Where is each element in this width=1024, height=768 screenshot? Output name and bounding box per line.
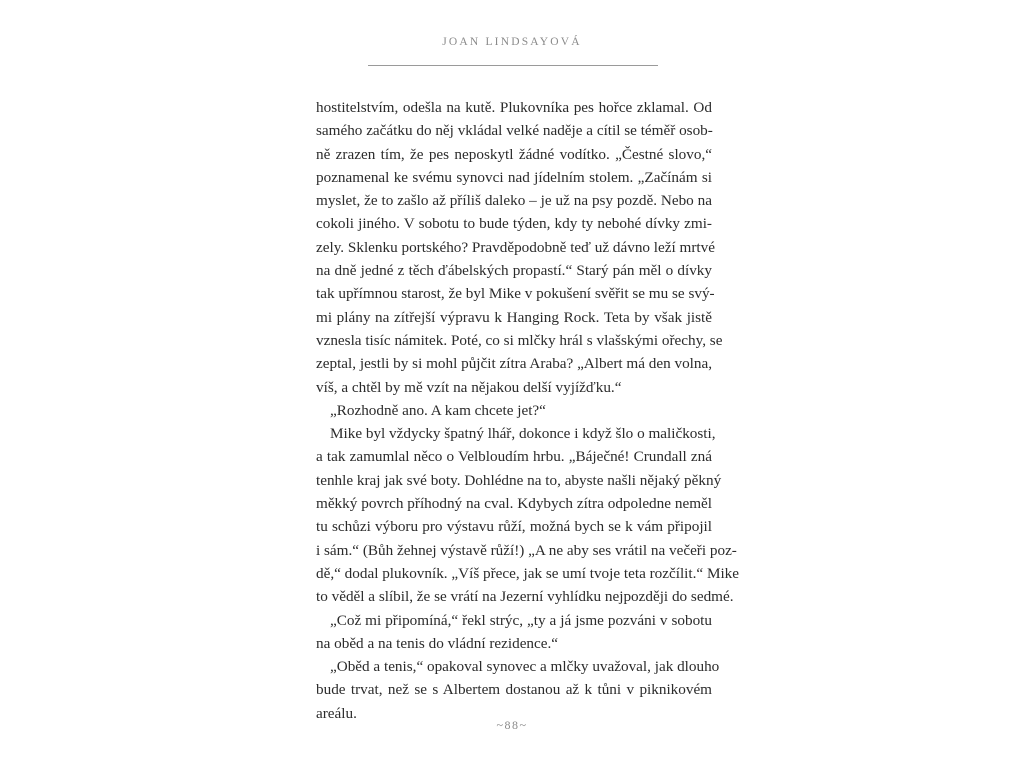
text-line: měkký povrch příhodný na cval. Kdybych zítra odpoledne neměl xyxy=(316,495,712,513)
page-number: ~88~ xyxy=(496,718,528,732)
text-line: dě,“ dodal plukovník. „Víš přece, jak se umí tvoje teta rozčílit.“ Mike xyxy=(316,564,740,582)
text-line: poznamenal ke svému synovci nad jídelním stolem. „Začínám si xyxy=(316,168,712,186)
text-line: bude trvat, než se s Albertem dostanou až k tůni v piknikovém xyxy=(316,681,712,699)
text-line: myslet, že to zašlo až příliš daleko – je už na psy pozdě. Nebo na xyxy=(316,192,712,210)
text-line: „Což mi připomíná,“ řekl strýc, „ty a já jsme pozváni v sobotu xyxy=(330,611,712,629)
text-line: cokoli jiného. V sobotu to bude týden, kdy ty nebohé dívky zmi- xyxy=(316,215,712,233)
text-line: víš, a chtěl by mě vzít na nějakou delší vyjížďku.“ xyxy=(316,378,622,396)
text-line: areálu. xyxy=(316,704,357,722)
text-line: na oběd a na tenis do vládní rezidence.“ xyxy=(316,634,559,652)
text-line: tu schůzi výboru pro výstavu růží, možná bych se k vám připojil xyxy=(316,518,712,536)
header-rule xyxy=(368,65,658,66)
text-line: hostitelstvím, odešla na kutě. Plukovníka pes hořce zklamal. Od xyxy=(316,99,712,116)
text-line: vznesla tisíc námitek. Poté, co si mlčky hrál s vlašskými ořechy, se xyxy=(316,331,723,349)
text-line: „Oběd a tenis,“ opakoval synovec a mlčky uvažoval, jak dlouho xyxy=(330,658,720,676)
text-line: „Rozhodně ano. A kam chcete jet?“ xyxy=(330,401,546,419)
body-text xyxy=(316,96,740,725)
text-line: tenhle kraj jak své boty. Dohlédne na to, abyste našli nějaký pěkný xyxy=(316,471,722,489)
text-line: a tak zamumlal něco o Velbloudím hrbu. „Báječné! Crundall zná xyxy=(316,448,712,466)
text-line: tak upřímnou starost, že byl Mike v pokušení svěřit se mu se svý- xyxy=(316,285,715,303)
text-line: Mike byl vždycky špatný lhář, dokonce i když šlo o maličkosti, xyxy=(330,425,716,443)
text-line: ně zrazen tím, že pes neposkytl žádné vodítko. „Čestné slovo,“ xyxy=(316,145,712,163)
text-line: i sám.“ (Bůh žehnej výstavě růží!) „A ne aby ses vrátil na večeři poz- xyxy=(316,541,737,559)
text-line: to věděl a slíbil, že se vrátí na Jezerní vyhlídku nejpozději do sedmé. xyxy=(316,588,734,606)
text-line: na dně jedné z těch ďábelských propastí.“ Starý pán měl o dívky xyxy=(316,262,712,280)
text-line: zeptal, jestli by si mohl půjčit zítra Araba? „Albert má den volna, xyxy=(316,355,713,373)
text-line: zely. Sklenku portského? Pravděpodobně teď už dávno leží mrtvé xyxy=(316,238,715,256)
running-header-author: JOAN LINDSAYOVÁ xyxy=(442,36,582,48)
text-line: mi plány na zítřejší výpravu k Hanging Rock. Teta by však jistě xyxy=(316,308,712,326)
text-line: samého začátku do něj vkládal velké naděje a cítil se téměř osob- xyxy=(316,122,713,140)
